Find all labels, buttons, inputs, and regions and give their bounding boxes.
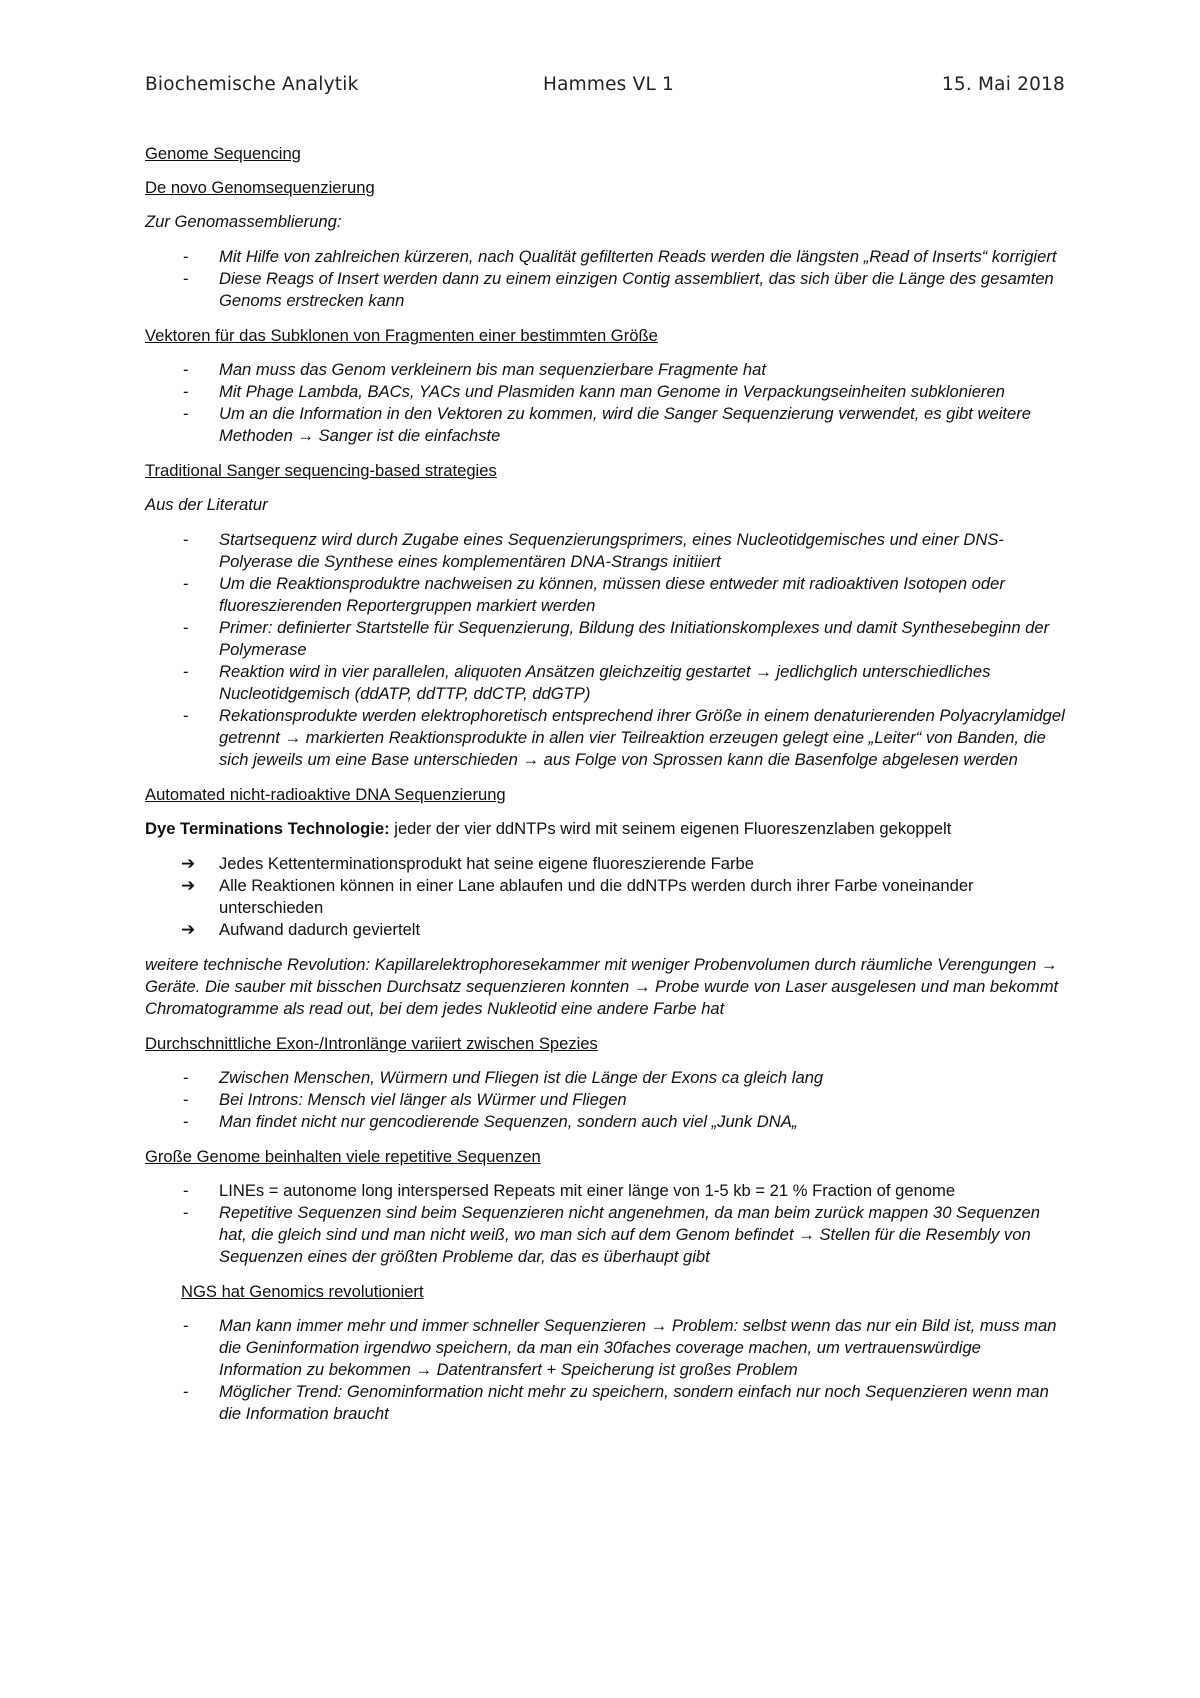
dye-termination-text: jeder der vier ddNTPs wird mit seinem eigenen Fluoreszenzlaben gekoppelt	[389, 819, 952, 838]
vektoren-list	[145, 359, 1065, 447]
dash-bullet: -	[183, 1181, 189, 1200]
list-item: - Möglicher Trend: Genominformation nicht mehr zu speichern, sondern einfach nur noch Sequenzieren wenn man die Information braucht	[183, 1382, 1049, 1423]
list-item: ➔ Jedes Kettenterminationsprodukt hat seine eigene fluoreszierende Farbe	[181, 854, 755, 873]
repetitive-list	[145, 1180, 1065, 1268]
list-item: - LINEs = autonome long interspersed Repeats mit einer länge von 1-5 kb = 21 % Fraction of genome	[183, 1181, 956, 1200]
list-item: - Bei Introns: Mensch viel länger als Würmer und Fliegen	[183, 1090, 627, 1109]
heading-exon-intron: Durchschnittliche Exon-/Intronlänge variiert zwischen Spezies	[145, 1034, 598, 1053]
list-item: - Rekationsprodukte werden elektrophoretisch entsprechend ihrer Größe in einem denaturierenden Polyacrylamidgel getrennt → markierten Reaktionsprodukte in allen vier Teilreaktion erzeugen gelegt eine „Leiter“ von Banden, die sich jeweils um eine Base unterschieden → aus Folge von Sprossen kann die Basenfolge abgelesen werden	[183, 706, 1065, 769]
heading-sanger: Traditional Sanger sequencing-based strategies	[145, 461, 497, 480]
arrow-bullet-icon: ➔	[181, 920, 196, 939]
header-lecture: Hammes VL 1	[543, 74, 675, 95]
sanger-intro: Aus der Literatur	[145, 495, 268, 514]
list-item: - Mit Phage Lambda, BACs, YACs und Plasmiden kann man Genome in Verpackungseinheiten subklonieren	[183, 382, 1005, 401]
heading-vektoren: Vektoren für das Subklonen von Fragmenten einer bestimmten Größe	[145, 326, 658, 345]
dash-bullet: -	[183, 618, 189, 637]
dash-bullet: -	[183, 1112, 189, 1131]
list-item: - Man findet nicht nur gencodierende Sequenzen, sondern auch viel „Junk DNA„	[183, 1112, 798, 1131]
dash-bullet: -	[183, 404, 189, 423]
dash-bullet: -	[183, 247, 189, 266]
heading-de-novo: De novo Genomsequenzierung	[145, 178, 375, 197]
dash-bullet: -	[183, 574, 189, 593]
list-item: - Um an die Information in den Vektoren zu kommen, wird die Sanger Sequenzierung verwendet, es gibt weitere Methoden → Sanger ist die einfachste	[183, 404, 1031, 445]
list-item: - Zwischen Menschen, Würmern und Fliegen ist die Länge der Exons ca gleich lang	[183, 1068, 824, 1087]
dash-bullet: -	[183, 269, 189, 288]
list-item: - Reaktion wird in vier parallelen, aliquoten Ansätzen gleichzeitig gestartet → jedlichglich unterschiedliches Nucleotidgemisch (ddATP, ddTTP, ddCTP, ddGTP)	[183, 662, 991, 703]
list-item: - Man kann immer mehr und immer schneller Sequenzieren → Problem: selbst wenn das nur ein Bild ist, muss man die Geninformation irgendwo speichern, da man ein 30faches coverage machen, um vertrauenswürdige Information zu bekommen → Datentransfert + Speicherung ist großes Problem	[183, 1316, 1057, 1379]
dash-bullet: -	[183, 382, 189, 401]
dash-bullet: -	[183, 530, 189, 549]
list-item: - Primer: definierter Startstelle für Sequenzierung, Bildung des Initiationskomplexes und damit Synthesebeginn der Polymerase	[183, 618, 1050, 659]
ngs-list	[145, 1315, 1065, 1425]
arrow-bullet-icon: ➔	[181, 876, 196, 895]
list-item: - Diese Reags of Insert werden dann zu einem einzigen Contig assembliert, das sich über die Länge des gesamten Genoms erstrecken kann	[183, 269, 1054, 310]
list-item: - Mit Hilfe von zahlreichen kürzeren, nach Qualität gefilterten Reads werden die längsten „Read of Inserts“ korrigiert	[183, 247, 1057, 266]
dye-termination-paragraph	[145, 818, 1065, 840]
de-novo-intro: Zur Genomassemblierung:	[145, 212, 342, 231]
heading-ngs: NGS hat Genomics revolutioniert	[181, 1282, 424, 1301]
heading-automated: Automated nicht-radioaktive DNA Sequenzierung	[145, 785, 506, 804]
header-course-title: Biochemische Analytik	[145, 74, 359, 95]
list-item: - Startsequenz wird durch Zugabe eines Sequenzierungsprimers, eines Nucleotidgemisches und einer DNS-Polyerase die Synthese eines komplementären DNA-Strangs initiiert	[183, 530, 1004, 571]
list-item: - Repetitive Sequenzen sind beim Sequenzieren nicht angenehmen, da man beim zurück mappen 30 Sequenzen hat, die gleich sind und man nicht weiß, wo man sich auf dem Genom befindet → Stellen für die Resembly von Sequenzen eines der größten Probleme dar, das es überhaupt gibt	[183, 1203, 1041, 1266]
list-item: - Man muss das Genom verkleinern bis man sequenzierbare Fragmente hat	[183, 360, 766, 379]
exon-list	[145, 1067, 1065, 1133]
dash-bullet: -	[183, 1382, 189, 1401]
heading-genome-sequencing: Genome Sequencing	[145, 144, 301, 163]
dye-termination-label: Dye Terminations Technologie:	[145, 819, 390, 838]
dash-bullet: -	[183, 360, 189, 379]
dash-bullet: -	[183, 1316, 189, 1335]
dash-bullet: -	[183, 1203, 189, 1222]
sanger-list	[145, 529, 1065, 771]
list-item: ➔ Alle Reaktionen können in einer Lane ablaufen und die ddNTPs werden durch ihrer Farbe voneinander unterschieden	[181, 876, 974, 917]
heading-repetitive: Große Genome beinhalten viele repetitive Sequenzen	[145, 1147, 541, 1166]
revolution-paragraph: weitere technische Revolution: Kapillarelektrophoresekammer mit weniger Probenvolumen durch räumliche Verengungen → Geräte. Die sauber mit bisschen Durchsatz sequenzieren konnten → Probe wurde von Laser ausgelesen und man bekommt Chromatogramme als read out, bei dem jedes Nukleotid eine andere Farbe hat	[145, 955, 1059, 1018]
automated-arrow-list	[145, 853, 1065, 941]
document-body	[145, 143, 1065, 1438]
dash-bullet: -	[183, 1068, 189, 1087]
dash-bullet: -	[183, 1090, 189, 1109]
header-date: 15. Mai 2018	[941, 74, 1065, 95]
list-item: ➔ Aufwand dadurch geviertelt	[181, 920, 421, 939]
list-item: - Um die Reaktionsproduktre nachweisen zu können, müssen diese entweder mit radioaktiven Isotopen oder fluoreszierenden Reportergruppen markiert werden	[183, 574, 1005, 615]
dash-bullet: -	[183, 706, 189, 725]
arrow-bullet-icon: ➔	[181, 854, 196, 873]
de-novo-list	[145, 246, 1065, 312]
dash-bullet: -	[183, 662, 189, 681]
